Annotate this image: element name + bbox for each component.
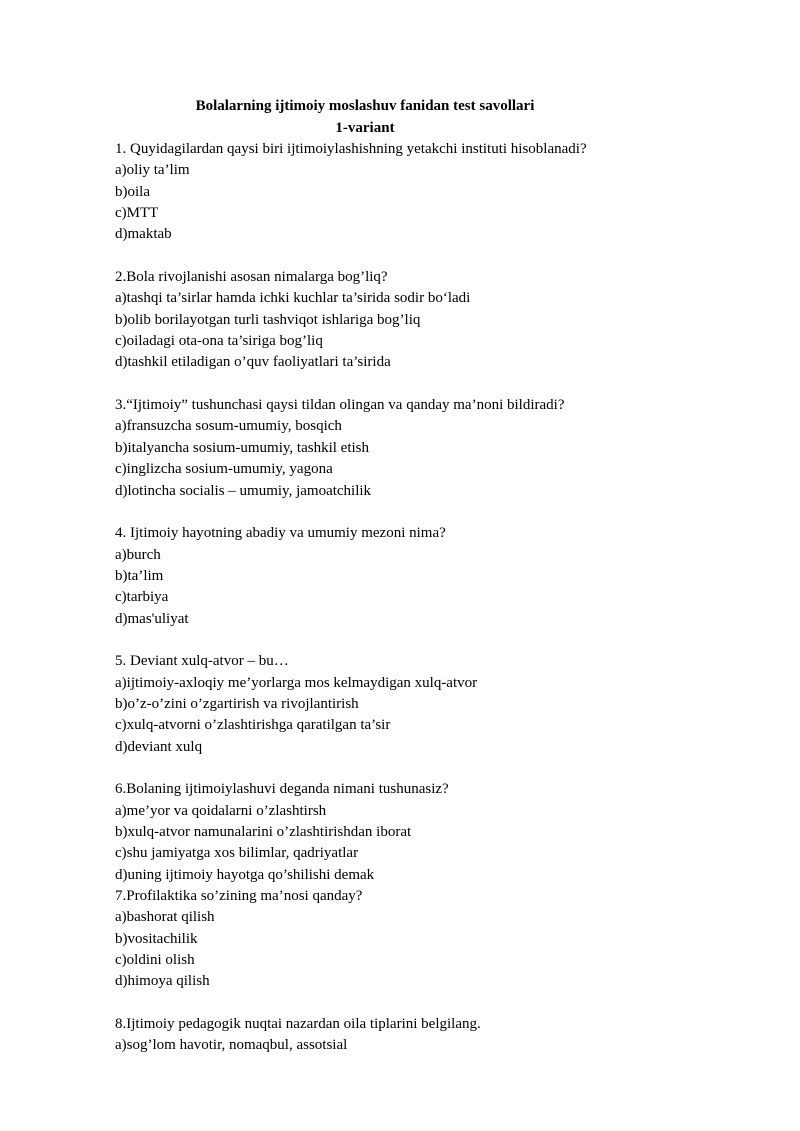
question-text: 1. Quyidagilardan qaysi biri ijtimoiylashishning yetakchi instituti hisoblanadi? xyxy=(115,141,587,157)
answer-option: c)shu jamiyatga xos bilimlar, qadriyatlar xyxy=(115,845,359,862)
question-5 xyxy=(115,651,755,758)
answer-option: b)italyancha sosium-umumiy, tashkil etish xyxy=(115,439,369,456)
question-text: 8.Ijtimoiy pedagogik nuqtai nazardan oila tiplarini belgilang. xyxy=(115,1016,481,1033)
answer-option: c)tarbiya xyxy=(115,589,169,606)
answer-option: a)burch xyxy=(115,546,161,563)
answer-option: d)maktab xyxy=(115,226,172,243)
answer-option: b)oila xyxy=(115,183,150,200)
answer-option: a)ijtimoiy-axloqiy me’yorlarga mos kelmaydigan xulq-atvor xyxy=(115,674,478,691)
answer-option: c)oldini olish xyxy=(115,952,195,969)
answer-option: c)oiladagi ota-ona ta’siriga bog’liq xyxy=(115,333,323,350)
question-text: 5. Deviant xulq-atvor – bu… xyxy=(115,653,289,670)
question-text: 3.“Ijtimoiy” tushunchasi qaysi tildan olingan va qanday ma’noni bildiradi? xyxy=(115,397,565,414)
answer-option: a)me’yor va qoidalarni o’zlashtirsh xyxy=(115,802,327,819)
answer-option: c)xulq-atvorni o’zlashtirishga qaratilgan ta’sir xyxy=(115,717,391,734)
question-text: 2.Bola rivojlanishi asosan nimalarga bog’liq? xyxy=(115,269,388,286)
question-4 xyxy=(115,523,755,630)
answer-option: a)oliy ta’lim xyxy=(115,162,190,179)
answer-option: b)xulq-atvor namunalarini o’zlashtirishdan iborat xyxy=(115,824,412,840)
answer-option: b)vositachilik xyxy=(115,930,198,947)
document-title: Bolalarning ijtimoiy moslashuv fanidan test savollari xyxy=(195,98,535,114)
answer-option: a)fransuzcha sosum-umumiy, bosqich xyxy=(115,418,342,435)
answer-option: c)inglizcha sosium-umumiy, yagona xyxy=(115,461,333,478)
answer-option: b)o’z-o’zini o’zgartirish va rivojlantirish xyxy=(115,695,359,712)
answer-option: d)mas'uliyat xyxy=(115,610,189,627)
question-7 xyxy=(115,886,755,993)
answer-option: a)sog’lom havotir, nomaqbul, assotsial xyxy=(115,1037,348,1054)
answer-option: a)bashorat qilish xyxy=(115,909,215,926)
question-text: 7.Profilaktika so’zining ma’nosi qanday? xyxy=(115,888,363,905)
variant-label: 1-variant xyxy=(335,120,395,136)
answer-option: d)himoya qilish xyxy=(115,973,210,990)
answer-option: d)deviant xulq xyxy=(115,738,203,755)
question-text: 6.Bolaning ijtimoiylashuvi deganda nimani tushunasiz? xyxy=(115,781,449,798)
question-1 xyxy=(115,139,755,246)
question-text: 4. Ijtimoiy hayotning abadiy va umumiy mezoni nima? xyxy=(115,525,446,542)
answer-option: a)tashqi ta’sirlar hamda ichki kuchlar ta’sirida sodir bo‘ladi xyxy=(115,290,471,307)
questions-list xyxy=(115,139,755,1057)
question-3 xyxy=(115,395,755,502)
answer-option: b)ta’lim xyxy=(115,567,164,584)
answer-option: c)MTT xyxy=(115,205,159,222)
answer-option: d)lotincha socialis – umumiy, jamoatchilik xyxy=(115,482,372,499)
answer-option: d)uning ijtimoiy hayotga qo’shilishi demak xyxy=(115,866,375,883)
answer-option: b)olib borilayotgan turli tashviqot ishlariga bog’liq xyxy=(115,311,421,328)
question-2 xyxy=(115,267,755,374)
answer-option: d)tashkil etiladigan o’quv faoliyatlari ta’sirida xyxy=(115,354,391,371)
question-8 xyxy=(115,1014,755,1057)
question-6 xyxy=(115,779,755,886)
